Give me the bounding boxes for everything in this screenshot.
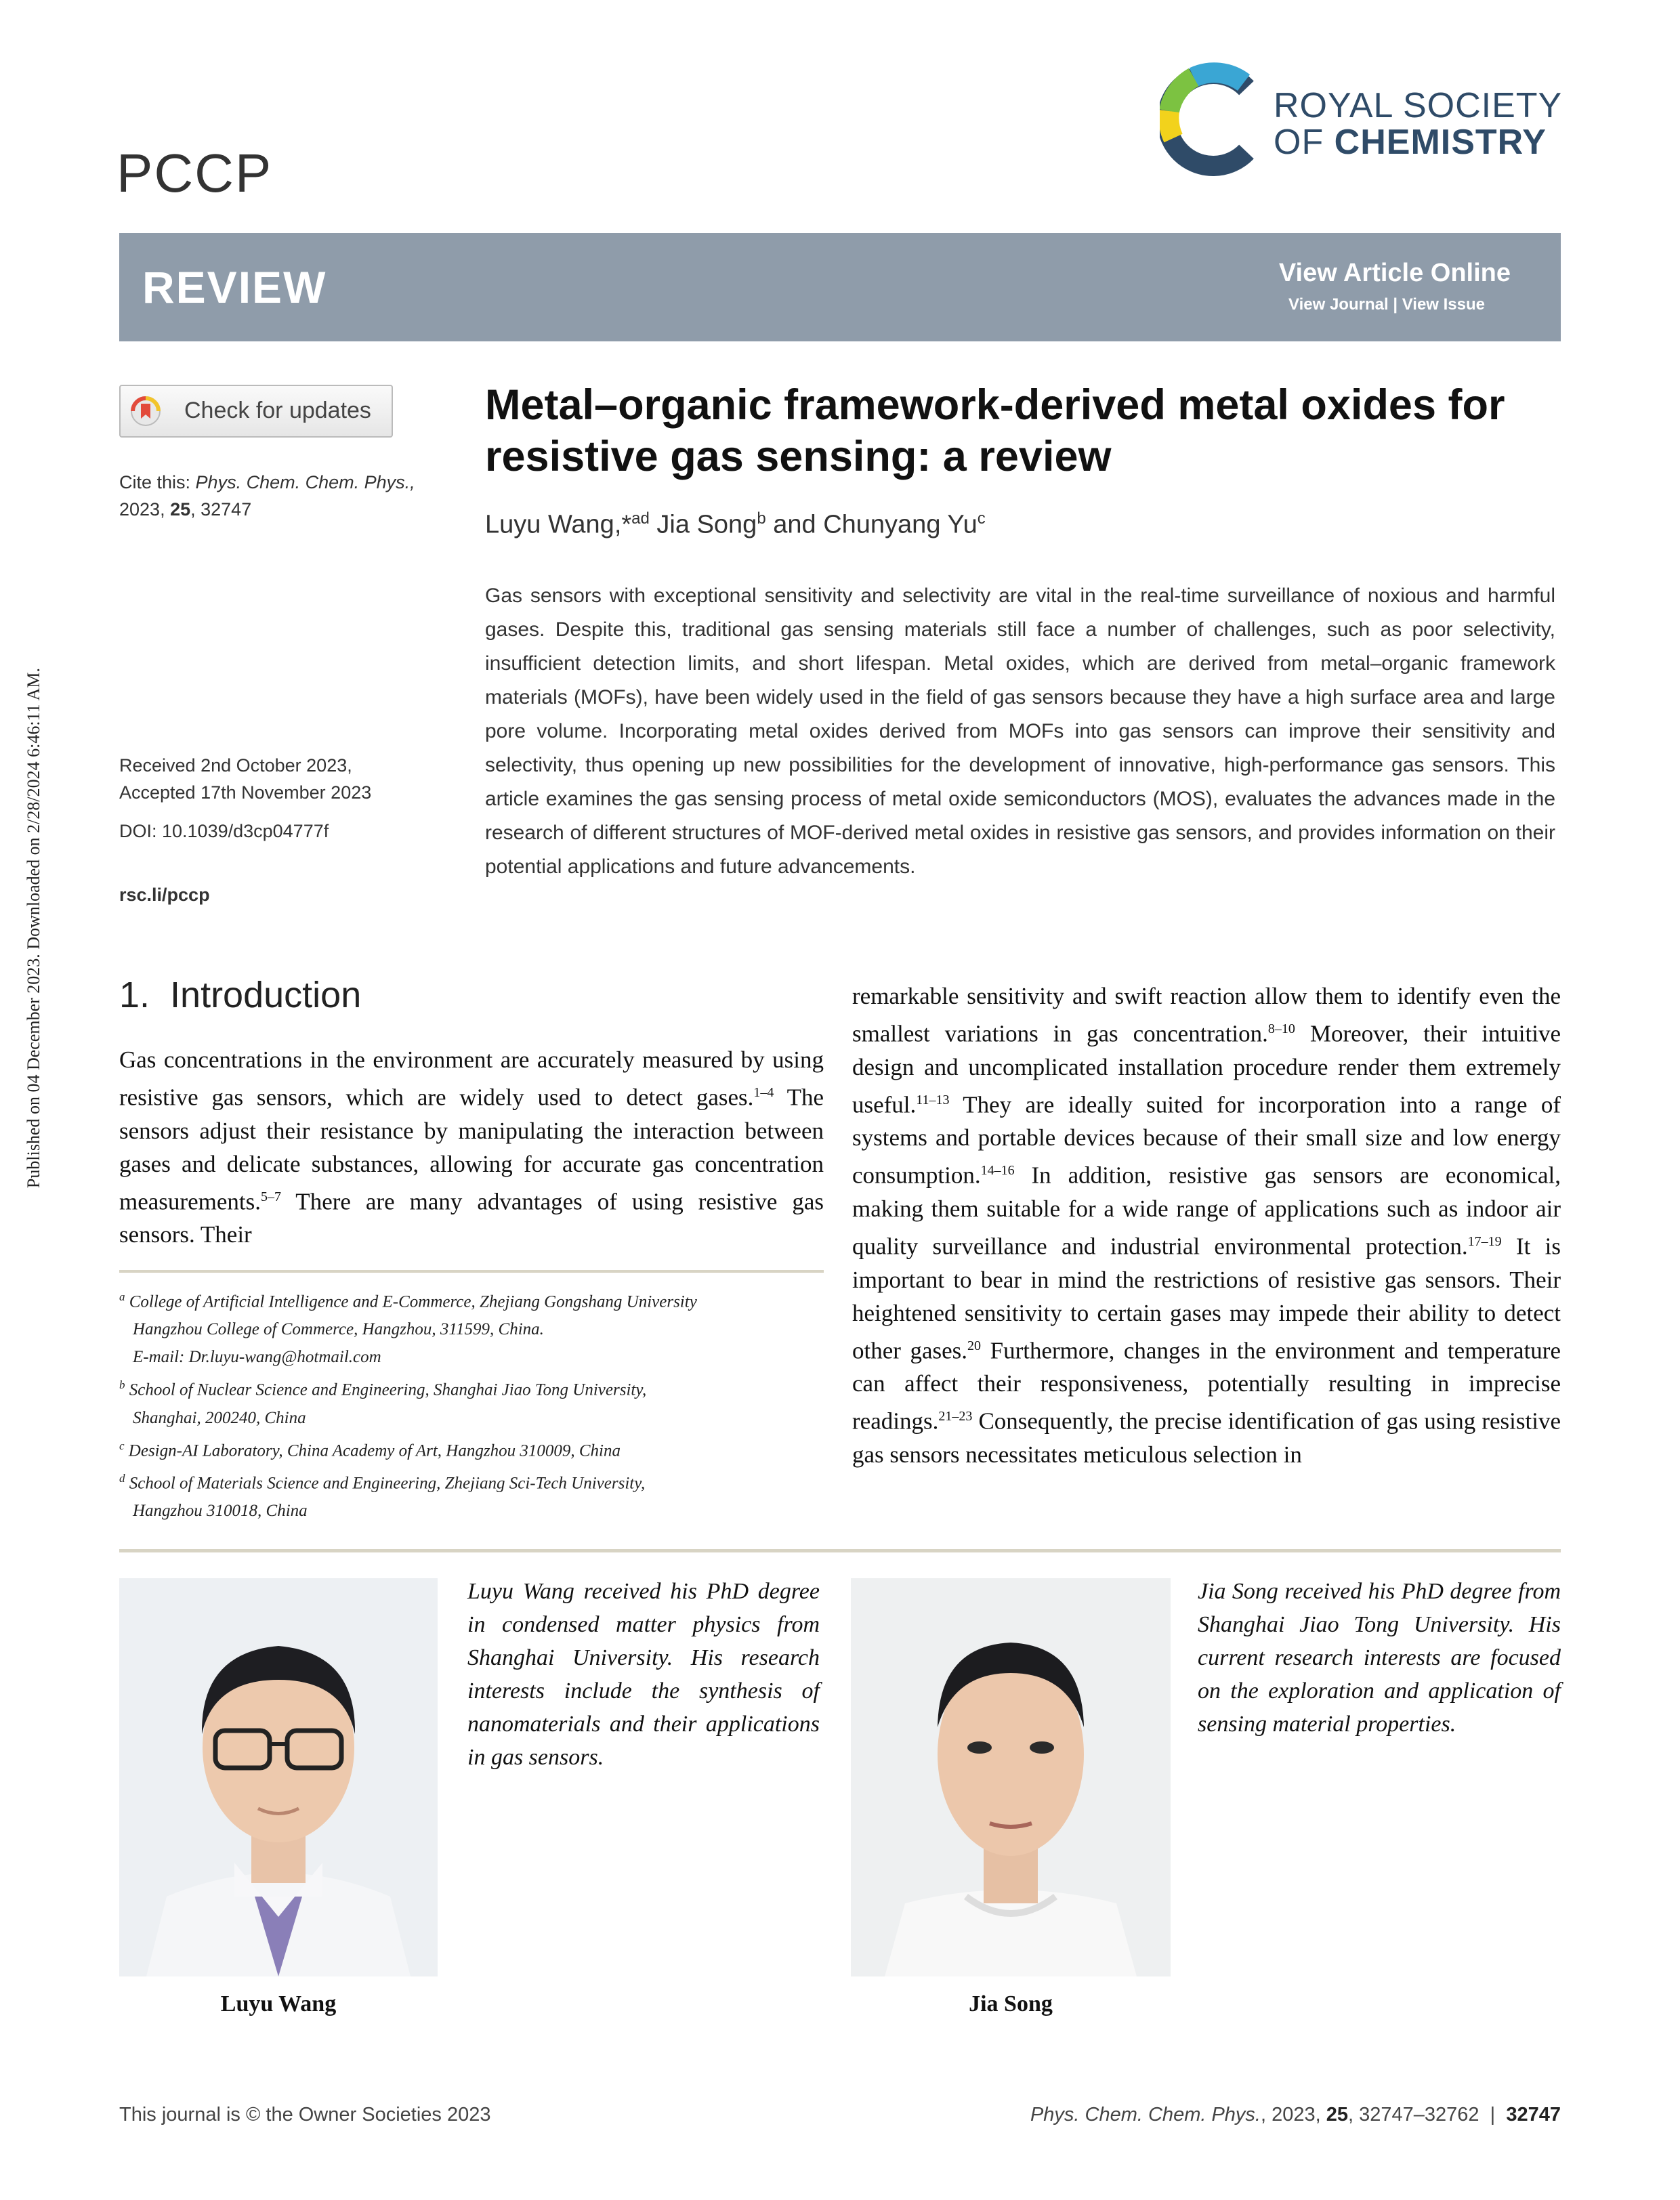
photo-caption-luyu-wang: Luyu Wang bbox=[220, 1991, 337, 2016]
received-dates bbox=[119, 752, 485, 806]
photo-caption-jia-song: Jia Song bbox=[969, 1991, 1053, 2016]
affiliation-d: $^d$ School of Materials Science and Engineering, Zhejiang Sci-Tech University, bbox=[119, 1471, 646, 1493]
footer-citation: Phys. Chem. Chem. Phys., 2023, 25, 32747–32762 | 32747 bbox=[1030, 2104, 1561, 2125]
logo-text-line2: OF CHEMISTRY bbox=[1274, 123, 1547, 162]
download-watermark: Published on 04 December 2023. Downloaded on 2/28/2024 6:46:11 AM. bbox=[24, 667, 43, 1189]
check-for-updates-label: Check for updates bbox=[184, 398, 371, 423]
link-separator: | bbox=[1393, 295, 1398, 314]
footer-copyright: This journal is © the Owner Societies 2023 bbox=[119, 2104, 491, 2125]
affiliation-a: $^a$ College of Artificial Intelligence and E-Commerce, Zhejiang Gongshang University bbox=[119, 1290, 697, 1311]
bookmark-update-icon bbox=[130, 396, 161, 427]
author-photo-luyu-wang bbox=[119, 1578, 438, 1976]
section-heading-introduction: 1. Introduction bbox=[119, 975, 362, 1015]
corresponding-email[interactable]: E-mail: Dr.luyu-wang@hotmail.com bbox=[133, 1348, 381, 1367]
intro-column-2: remarkable sensitivity and swift reaction allow them to identify even the smallest variations in gas concentration.$^{8-10}$ Moreover, their intuitive design and uncomplicated installation procedure render them extremely useful.$^{11-13}$ They are ideally suited for incorporation into a range of systems and portable devices because of their small size and low energy consumption.$^{14-16}$ In addition, resistive gas sensors are economical, making them suitable for a wide range of applications such as indoor air quality surveillance and industrial environmental protection.$^{17-19}$ It is important to bear in mind the restrictions of resistive gas sensors. Their heightened sensitivity to certain gases may impede their ability to detect other gases.$^{20}$ Furthermore, changes in the environment and temperature can affect their responsiveness, potentially resulting in imprecise readings.$^{21-23}$ Consequently, the precise identification of gas using resistive gas sensors necessitates meticulous selection in bbox=[852, 983, 1561, 1468]
received-date: Received 2nd October 2023, bbox=[119, 755, 352, 776]
article-title: Metal–organic framework-derived metal oxides for resistive gas sensing: a review bbox=[485, 381, 1505, 480]
abstract: Gas sensors with exceptional sensitivity and selectivity are vital in the real-time surveillance of noxious and harmful gases. Despite this, traditional gas sensing materials still face a number of challenges, such as poor selectivity, insufficient detection limits, and short lifespan. Metal oxides, which are derived from metal–organic framework materials (MOFs), have been widely used in the field of gas sensors because they have a high surface area and large pore volume. Incorporating metal oxides derived from MOFs into gas sensors can improve their sensitivity and selectivity, thus opening up new possibilities for the development of innovative, high-performance gas sensors. This article examines the gas sensing process of metal oxide semiconductors (MOS), evaluates the advances made in the research of different structures of MOF-derived metal oxides in resistive gas sensors, and provides information on their potential applications and future advancements. bbox=[485, 585, 1555, 878]
article-type-banner bbox=[119, 233, 1561, 341]
portrait-illustration bbox=[119, 1578, 438, 1976]
author-list: Luyu Wang,*$^{ad}$ Jia Song$^b$ and Chunyang Yu$^c$ bbox=[485, 509, 986, 539]
rsc-logo[interactable] bbox=[1160, 62, 1566, 177]
affiliation-footnotes bbox=[119, 1283, 824, 1525]
footnote-divider bbox=[119, 1270, 824, 1273]
logo-text-line1: ROYAL SOCIETY bbox=[1274, 86, 1563, 125]
journal-name: PCCP bbox=[117, 143, 273, 203]
accepted-date: Accepted 17th November 2023 bbox=[119, 782, 372, 803]
doi[interactable]: DOI: 10.1039/d3cp04777f bbox=[119, 821, 329, 841]
biography-luyu-wang: Luyu Wang received his PhD degree in condensed matter physics from Shanghai University. His research interests include the synthesis of nanomaterials and their applications in gas sensors. bbox=[467, 1579, 820, 1770]
rsc-logo-mark-icon bbox=[1160, 62, 1268, 177]
biography-divider bbox=[119, 1549, 1561, 1552]
banner-sub-links bbox=[1288, 295, 1485, 314]
check-for-updates-button[interactable] bbox=[119, 385, 393, 438]
journal-link[interactable]: rsc.li/pccp bbox=[119, 885, 210, 905]
intro-column-1: Gas concentrations in the environment are accurately measured by using resistive gas sensors, which are widely used to detect gases.$^{1-4}$ The sensors adjust their resistance by manipulating the interaction between gases and delicate substances, allowing for accurate gas concentration measurements.$^{5-7}$ There are many advantages of using resistive gas sensors. Their bbox=[119, 1046, 824, 1248]
view-article-online-link[interactable]: View Article Online bbox=[1278, 259, 1511, 287]
affiliation-b-line2: Shanghai, 200240, China bbox=[133, 1408, 306, 1427]
view-issue-link[interactable]: View Issue bbox=[1402, 295, 1485, 314]
page-number: 32747 bbox=[1506, 2104, 1561, 2125]
biography-jia-song: Jia Song received his PhD degree from Shanghai Jiao Tong University. His current research interests are focused on the exploration and application of sensing material properties. bbox=[1198, 1579, 1561, 1737]
author-photo-jia-song bbox=[851, 1578, 1171, 1976]
affiliation-a-line2: Hangzhou College of Commerce, Hangzhou, 311599, China. bbox=[133, 1320, 544, 1339]
portrait-illustration bbox=[851, 1578, 1171, 1976]
citation: Cite this: Phys. Chem. Chem. Phys., 2023, 25, 32747 bbox=[119, 472, 415, 520]
article-type: REVIEW bbox=[142, 262, 327, 312]
view-journal-link[interactable]: View Journal bbox=[1288, 295, 1389, 314]
affiliation-c: $^c$ Design-AI Laboratory, China Academy of Art, Hangzhou 310009, China bbox=[119, 1439, 621, 1460]
affiliation-b: $^b$ School of Nuclear Science and Engineering, Shanghai Jiao Tong University, bbox=[119, 1378, 647, 1399]
affiliation-d-line2: Hangzhou 310018, China bbox=[133, 1502, 308, 1521]
